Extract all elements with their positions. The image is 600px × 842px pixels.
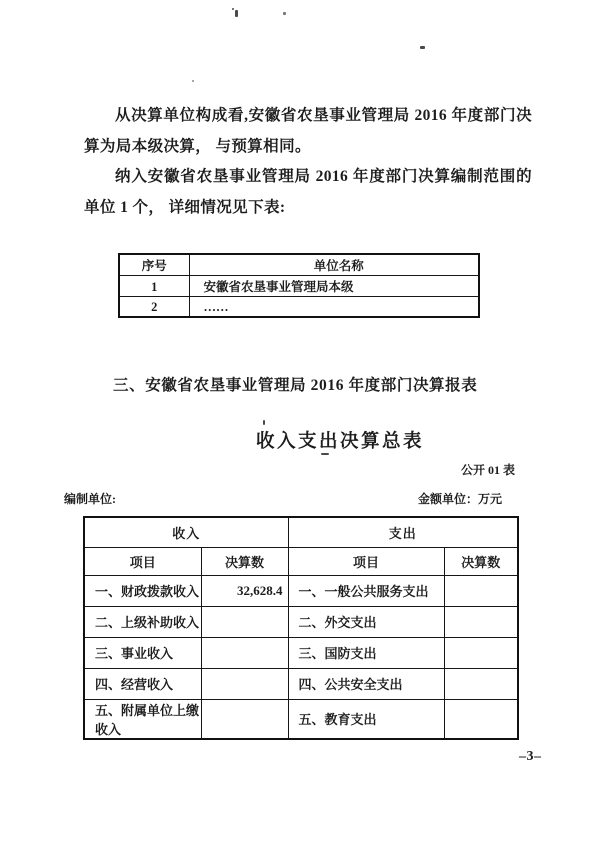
section-heading: 三、安徽省农垦事业管理局 2016 年度部门决算报表 — [113, 377, 478, 394]
income-item: 一、财政拨款收入 — [84, 575, 201, 606]
income-item: 五、附属单位上缴收入 — [84, 699, 201, 739]
income-group-header: 收入 — [84, 517, 288, 547]
scan-speck — [235, 10, 238, 17]
scan-speck — [420, 46, 425, 49]
paragraph-included-units: 纳入安徽省农垦事业管理局 2016 年度部门决算编制范围的单位 1 个， 详细情况见下表: — [84, 168, 532, 216]
income-item: 四、经营收入 — [84, 668, 201, 699]
expense-group-header: 支出 — [288, 517, 518, 547]
unit-row-name: …… — [189, 297, 479, 317]
table-row — [84, 668, 518, 699]
table-row — [84, 699, 518, 739]
scan-speck — [321, 453, 329, 455]
income-amount — [201, 668, 288, 699]
scan-speck — [283, 12, 286, 15]
expense-item: 四、公共安全支出 — [288, 668, 444, 699]
expense-item: 一、一般公共服务支出 — [288, 575, 444, 606]
unit-row-index: 1 — [119, 276, 189, 297]
unit-row-name: 安徽省农垦事业管理局本级 — [189, 276, 479, 297]
expense-amount — [444, 606, 518, 637]
unit-table-row — [119, 276, 479, 297]
income-amount — [201, 699, 288, 739]
unit-table-header-name: 单位名称 — [189, 254, 479, 276]
income-item-header: 项目 — [84, 547, 201, 575]
table-row — [84, 637, 518, 668]
income-amount-header: 决算数 — [201, 547, 288, 575]
prepared-by-label: 编制单位: — [64, 492, 116, 506]
scan-speck — [263, 420, 265, 425]
expense-amount — [444, 668, 518, 699]
report-title: 收入支出决算总表 — [256, 432, 425, 452]
intro-paragraphs — [84, 101, 532, 223]
income-amount — [201, 637, 288, 668]
income-item: 三、事业收入 — [84, 637, 201, 668]
expense-amount — [444, 575, 518, 606]
expense-item: 三、国防支出 — [288, 637, 444, 668]
unit-table-header-index: 序号 — [119, 254, 189, 276]
scan-speck — [192, 80, 194, 82]
unit-list-table — [118, 253, 480, 318]
page-number: –3– — [519, 749, 542, 764]
table-row — [84, 575, 518, 606]
expense-amount-header: 决算数 — [444, 547, 518, 575]
income-amount: 32,628.4 — [201, 575, 288, 606]
unit-table-row — [119, 297, 479, 317]
expense-amount — [444, 637, 518, 668]
unit-table-header-row — [119, 254, 479, 276]
scan-speck — [232, 8, 234, 10]
expense-item-header: 项目 — [288, 547, 444, 575]
income-item: 二、上级补助收入 — [84, 606, 201, 637]
paragraph-decision-unit: 从决算单位构成看,安徽省农垦事业管理局 2016 年度部门决算为局本级决算， 与预算相同。 — [84, 107, 532, 155]
amount-unit-label: 金额单位：万元 — [417, 492, 502, 506]
column-header-row — [84, 547, 518, 575]
table-code-label: 公开 01 表 — [460, 463, 515, 477]
income-expense-table — [83, 516, 519, 740]
group-header-row — [84, 517, 518, 547]
expense-item: 二、外交支出 — [288, 606, 444, 637]
expense-amount — [444, 699, 518, 739]
unit-row-index: 2 — [119, 297, 189, 317]
expense-item: 五、教育支出 — [288, 699, 444, 739]
income-amount — [201, 606, 288, 637]
table-row — [84, 606, 518, 637]
